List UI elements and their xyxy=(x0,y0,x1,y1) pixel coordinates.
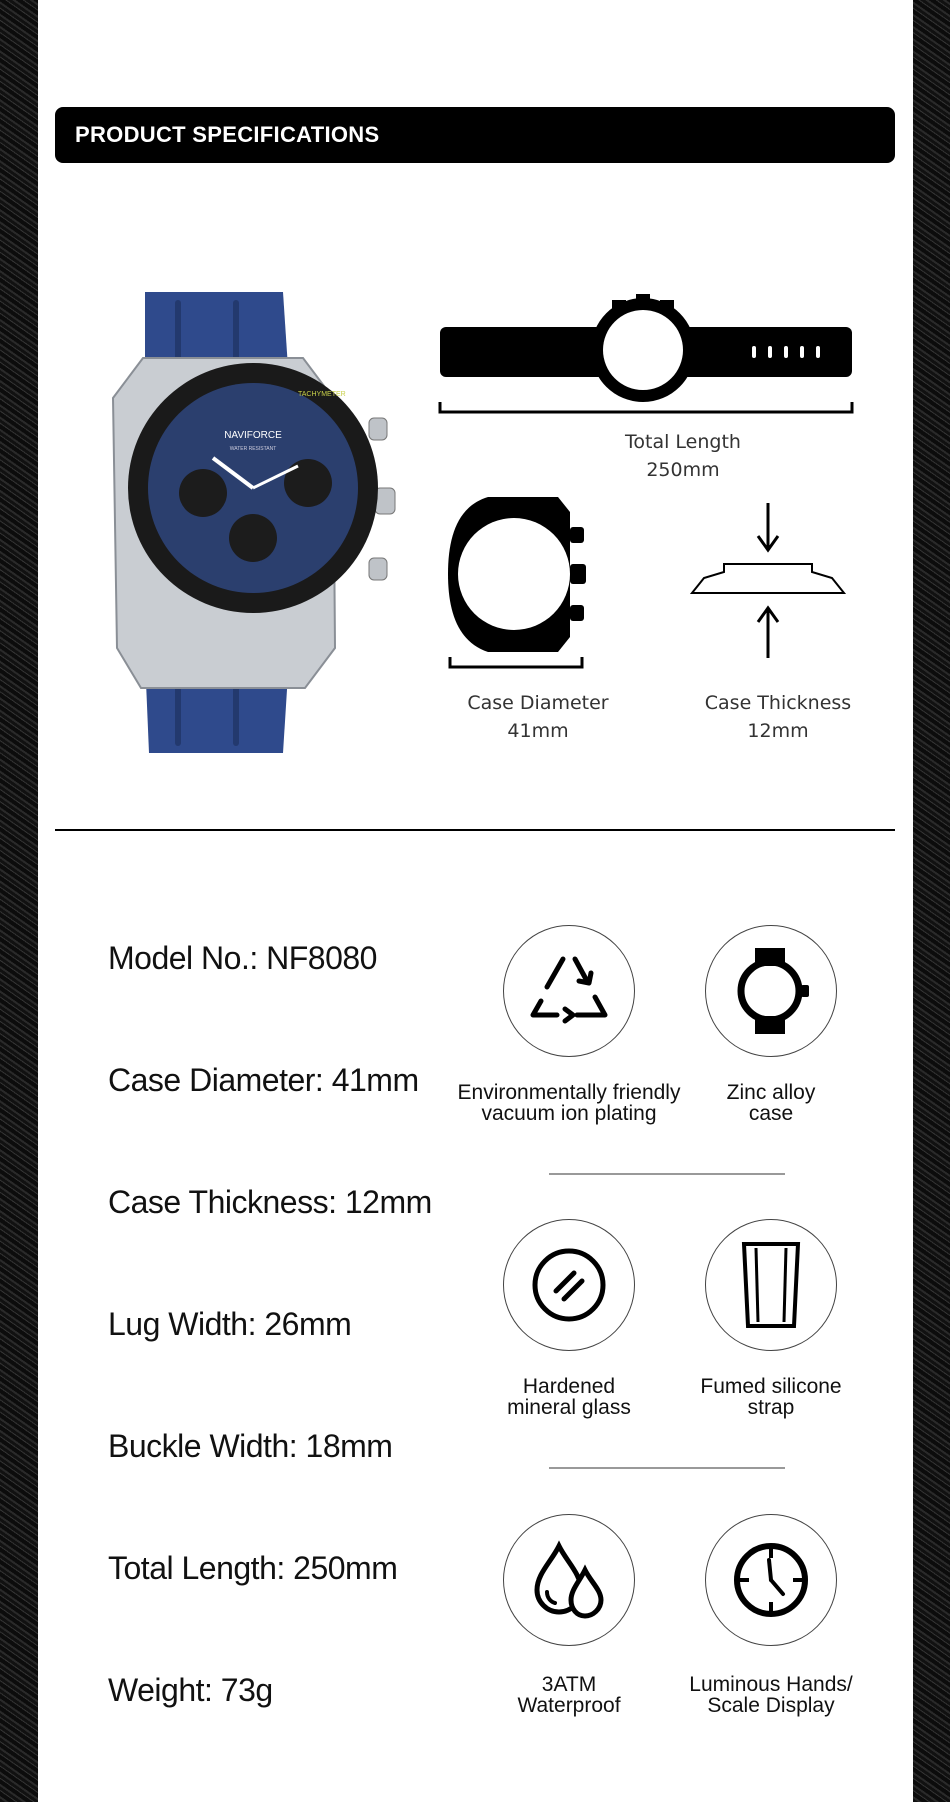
spec-panel xyxy=(38,0,913,1802)
strap-length-diagram xyxy=(438,290,858,420)
section-header xyxy=(55,107,895,163)
feature-separator xyxy=(549,1467,785,1469)
watch-bezel-text: TACHYMETER xyxy=(298,391,346,398)
watch-case-icon xyxy=(731,946,811,1036)
watch-dial-subtext: WATER RESISTANT xyxy=(229,446,277,452)
case-diameter-label: Case Diameter xyxy=(467,692,609,714)
case-thickness-label: Case Thickness xyxy=(704,692,852,714)
section-divider xyxy=(55,829,895,831)
total-length-value: 250mm xyxy=(646,459,720,481)
feature-eco-line1: Environmentally friendly xyxy=(457,1081,681,1104)
feature-eco-plating-label xyxy=(454,1082,684,1124)
case-thickness-diagram xyxy=(688,498,848,668)
case-diameter-dimension xyxy=(438,689,638,745)
left-background-edge xyxy=(0,0,38,1802)
right-background-edge xyxy=(913,0,950,1802)
section-title: PRODUCT SPECIFICATIONS xyxy=(75,122,380,147)
feature-mineral-glass xyxy=(503,1219,635,1351)
feature-strap-line2: strap xyxy=(747,1396,795,1419)
feature-waterproof-label xyxy=(454,1674,684,1716)
water-drops-icon xyxy=(529,1540,609,1620)
spec-model-no: Model No.: NF8080 xyxy=(108,940,377,976)
spec-total-length: Total Length: 250mm xyxy=(108,1550,398,1586)
feature-strap-line1: Fumed silicone xyxy=(700,1375,842,1398)
feature-separator xyxy=(549,1173,785,1175)
feature-zinc-line2: case xyxy=(748,1102,794,1125)
spec-buckle-width: Buckle Width: 18mm xyxy=(108,1428,393,1464)
watch-brand-text: NAVIFORCE xyxy=(224,430,282,441)
total-length-label: Total Length xyxy=(625,431,741,453)
glass-icon xyxy=(529,1245,609,1325)
feature-luminous-label xyxy=(656,1674,886,1716)
feature-zinc-line1: Zinc alloy xyxy=(726,1081,816,1104)
case-diameter-value: 41mm xyxy=(507,720,569,742)
feature-water-line1: 3ATM xyxy=(541,1673,597,1696)
case-thickness-value: 12mm xyxy=(747,720,809,742)
feature-luminous-line2: Scale Display xyxy=(707,1694,835,1717)
feature-waterproof xyxy=(503,1514,635,1646)
recycle-icon xyxy=(529,951,609,1031)
feature-water-line2: Waterproof xyxy=(517,1694,621,1717)
clock-icon xyxy=(731,1540,811,1620)
feature-luminous-line1: Luminous Hands/ xyxy=(689,1673,853,1696)
case-thickness-dimension xyxy=(678,689,878,745)
strap-icon xyxy=(736,1240,806,1330)
feature-glass-line1: Hardened xyxy=(522,1375,616,1398)
feature-luminous xyxy=(705,1514,837,1646)
watch-product-image xyxy=(83,288,413,758)
case-diameter-diagram xyxy=(448,492,628,672)
feature-zinc-case xyxy=(705,925,837,1057)
feature-eco-plating xyxy=(503,925,635,1057)
spec-weight: Weight: 73g xyxy=(108,1672,273,1708)
feature-eco-line2: vacuum ion plating xyxy=(481,1102,657,1125)
feature-mineral-glass-label xyxy=(454,1376,684,1418)
spec-case-thickness: Case Thickness: 12mm xyxy=(108,1184,432,1220)
feature-glass-line2: mineral glass xyxy=(507,1396,631,1419)
total-length-dimension xyxy=(558,428,808,484)
feature-silicone-strap-label xyxy=(656,1376,886,1418)
feature-silicone-strap xyxy=(705,1219,837,1351)
spec-case-diameter: Case Diameter: 41mm xyxy=(108,1062,419,1098)
spec-lug-width: Lug Width: 26mm xyxy=(108,1306,352,1342)
feature-zinc-case-label xyxy=(656,1082,886,1124)
